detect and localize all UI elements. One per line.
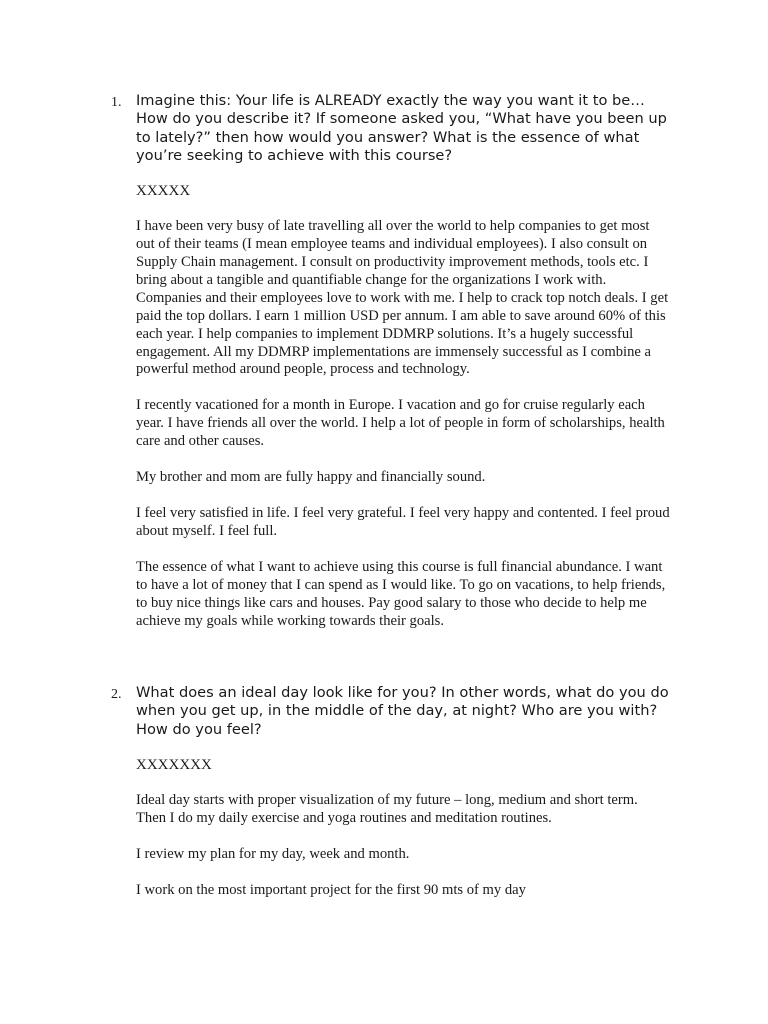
answer-label: XXXXX	[136, 183, 191, 200]
answer-paragraph: I work on the most important project for the first 90 mts of my day	[136, 881, 526, 898]
list-number: 1.	[111, 95, 122, 110]
answer-paragraph: I recently vacationed for a month in Europe. I vacation and go for cruise regularly each year. I have friends all over the world. I help a lot of people in form of scholarships, health care and other causes.	[136, 397, 665, 450]
answer-paragraph: Ideal day starts with proper visualization of my future – long, medium and short term. Then I do my daily exercise and yoga routines and meditation routines.	[136, 791, 638, 826]
answer-paragraph: I feel very satisfied in life. I feel very grateful. I feel very happy and contented. I feel proud about myself. I feel full.	[136, 504, 670, 539]
answer-paragraph: I review my plan for my day, week and month.	[136, 845, 410, 862]
question-text: What does an ideal day look like for you? In other words, what do you do when you get up, in the middle of the day, at night? Who are you with? How do you feel?	[136, 684, 669, 738]
answer-label: XXXXXXX	[136, 756, 212, 773]
answer-paragraph: The essence of what I want to achieve using this course is full financial abundance. I want to have a lot of money that I can spend as I would like. To go on vacations, to help friends, to buy nice things like cars and houses. Pay good salary to those who decide to help me achieve my goals while working towards their goals.	[136, 558, 666, 629]
question-content	[136, 684, 671, 900]
question-item-2	[111, 684, 671, 900]
question-content	[136, 92, 671, 630]
answer-paragraph: I have been very busy of late travelling all over the world to help companies to get most out of their teams (I mean employee teams and individual employees). I also consult on Supply Chain management. I consult on productivity improvement methods, tools etc. I bring about a tangible and quantifiable change for the organizations I work with. Companies and their employees love to work with me. I help to crack top notch deals. I get paid the top dollars. I earn 1 million USD per annum. I am able to save around 60% of this each year. I help companies to implement DDMRP solutions. It’s a hugely successful engagement. All my DDMRP implementations are immensely successful as I combine a powerful method around people, process and technology.	[136, 218, 669, 378]
answer-paragraph: My brother and mom are fully happy and financially sound.	[136, 469, 486, 486]
list-number: 2.	[111, 687, 122, 702]
question-text: Imagine this: Your life is ALREADY exactly the way you want it to be… How do you describe it? If someone asked you, “What have you been up to lately?” then how would you answer? What is the essence of what you’re seeking to achieve with this course?	[136, 92, 667, 164]
question-item-1	[111, 92, 671, 630]
